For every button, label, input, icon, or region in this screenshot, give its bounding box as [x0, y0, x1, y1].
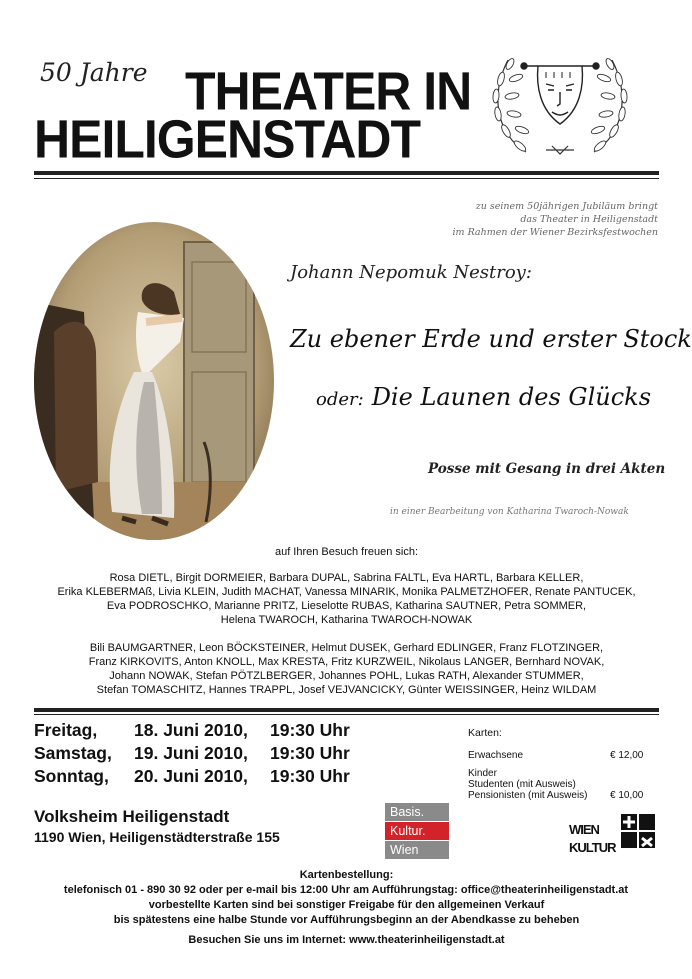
venue-name: Volksheim Heiligenstadt [34, 807, 230, 826]
tickets-label: Karten: [468, 727, 502, 739]
basis-kultur-wien-logo [385, 803, 449, 860]
intro-text [398, 200, 658, 239]
header-rule-thin [34, 178, 659, 179]
oder-label: oder: [316, 389, 364, 410]
website-line: Besuchen Sie uns im Internet: www.theaterinheiligenstadt.at [188, 934, 505, 946]
cast-men [34, 641, 659, 697]
wien-kultur-logo [567, 812, 657, 858]
performance-day: Freitag, [34, 720, 98, 740]
play-subtitle: Die Launen des Glücks [371, 383, 652, 411]
intro-line: das Theater in Heiligenstadt [520, 214, 658, 225]
basis-line: Basis. [385, 803, 449, 821]
basis-line: Kultur. [385, 822, 449, 840]
play-genre: Posse mit Gesang in drei Akten [428, 461, 666, 477]
reduced-line: Kinder [468, 768, 497, 779]
cast-line: Stefan TOMASCHITZ, Hannes TRAPPL, Josef VEJVANCICKY, Günter WEISSINGER, Heinz WILDAM [96, 684, 597, 696]
dates-rule-thin [34, 714, 659, 715]
header-rule [34, 171, 659, 175]
performance-day: Samstag, [34, 743, 112, 763]
anniversary-label: 50 Jahre [40, 58, 148, 87]
cast-intro: auf Ihren Besuch freuen sich: [274, 546, 419, 558]
intro-line: zu seinem 50jährigen Jubiläum bringt [475, 201, 658, 212]
cast-women [34, 571, 659, 627]
reduced-label [468, 768, 588, 801]
reduced-line: Pensionisten (mit Ausweis) [468, 790, 588, 801]
cast-line: Erika KLEBERMAß, Livia KLEIN, Judith MACHAT, Vanessa MINARIK, Monika PALMETZHOFER, Renate PANTUCEK, [57, 586, 636, 598]
cast-line: Johann NOWAK, Stefan PÖTZLBERGER, Johannes POHL, Lukas RATH, Alexander STUMMER, [109, 670, 584, 682]
cast-line: Eva PODROSCHKO, Marianne PRITZ, Lieselotte RUBAS, Katharina SAUTNER, Petra SOMMER, [106, 600, 587, 612]
cast-line: Rosa DIETL, Birgit DORMEIER, Barbara DUPAL, Sabrina FALTL, Eva HARTL, Barbara KELLER, [109, 572, 584, 584]
play-title: Zu ebener Erde und erster Stock [290, 325, 692, 353]
theater-mask-wreath-logo [486, 34, 634, 166]
intro-line: im Rahmen der Wiener Bezirksfestwochen [452, 227, 658, 238]
performance-time: 19:30 Uhr [270, 720, 350, 740]
play-author: Johann Nepomuk Nestroy: [290, 262, 532, 283]
page-title-line1: THEATER IN [185, 60, 472, 122]
play-adaptation: in einer Bearbeitung von Katharina Twaroch-Nowak [390, 507, 629, 517]
performance-date: 19. Juni 2010, [134, 743, 248, 763]
woman-at-door-painting [34, 222, 274, 540]
adult-price: € 12,00 [610, 750, 644, 761]
performance-date: 20. Juni 2010, [134, 766, 248, 786]
adult-label: Erwachsene [468, 750, 524, 761]
cast-line: Franz KIRKOVITS, Anton KNOLL, Max KRESTA, Fritz KURZWEIL, Nikolaus LANGER, Bernhard NOVAK, [88, 656, 605, 668]
performance-date: 18. Juni 2010, [134, 720, 248, 740]
page-title-line2: HEILIGENSTADT [34, 108, 421, 170]
venue-address: 1190 Wien, Heiligenstädterstraße 155 [34, 829, 280, 845]
cast-line: Bili BAUMGARTNER, Leon BÖCKSTEINER, Helmut DUSEK, Gerhard EDLINGER, Franz FLOTZINGER, [89, 642, 604, 654]
svg-text:WIEN: WIEN [569, 822, 599, 837]
painting-oval [34, 222, 274, 540]
svg-text:KULTUR: KULTUR [569, 840, 616, 855]
performance-day: Sonntag, [34, 766, 109, 786]
play-subtitle-line [316, 383, 651, 411]
performance-time: 19:30 Uhr [270, 743, 350, 763]
performance-time: 19:30 Uhr [270, 766, 350, 786]
reduced-line: Studenten (mit Ausweis) [468, 779, 576, 790]
order-line: vorbestellte Karten sind bei sonstiger Freigabe für den allgemeinen Verkauf [148, 899, 545, 911]
order-line: telefonisch 01 - 890 30 92 oder per e-mail bis 12:00 Uhr am Aufführungstag: office@theaterinheiligenstadt.at [63, 884, 629, 896]
order-heading: Kartenbestellung: [299, 869, 394, 881]
reduced-price: € 10,00 [610, 790, 644, 801]
basis-line: Wien [385, 841, 449, 859]
dates-rule [34, 708, 659, 712]
cast-line: Helena TWAROCH, Katharina TWAROCH-NOWAK [220, 614, 473, 626]
order-line: bis spätestens eine halbe Stunde vor Aufführungsbeginn an der Abendkasse zu beheben [113, 914, 580, 926]
